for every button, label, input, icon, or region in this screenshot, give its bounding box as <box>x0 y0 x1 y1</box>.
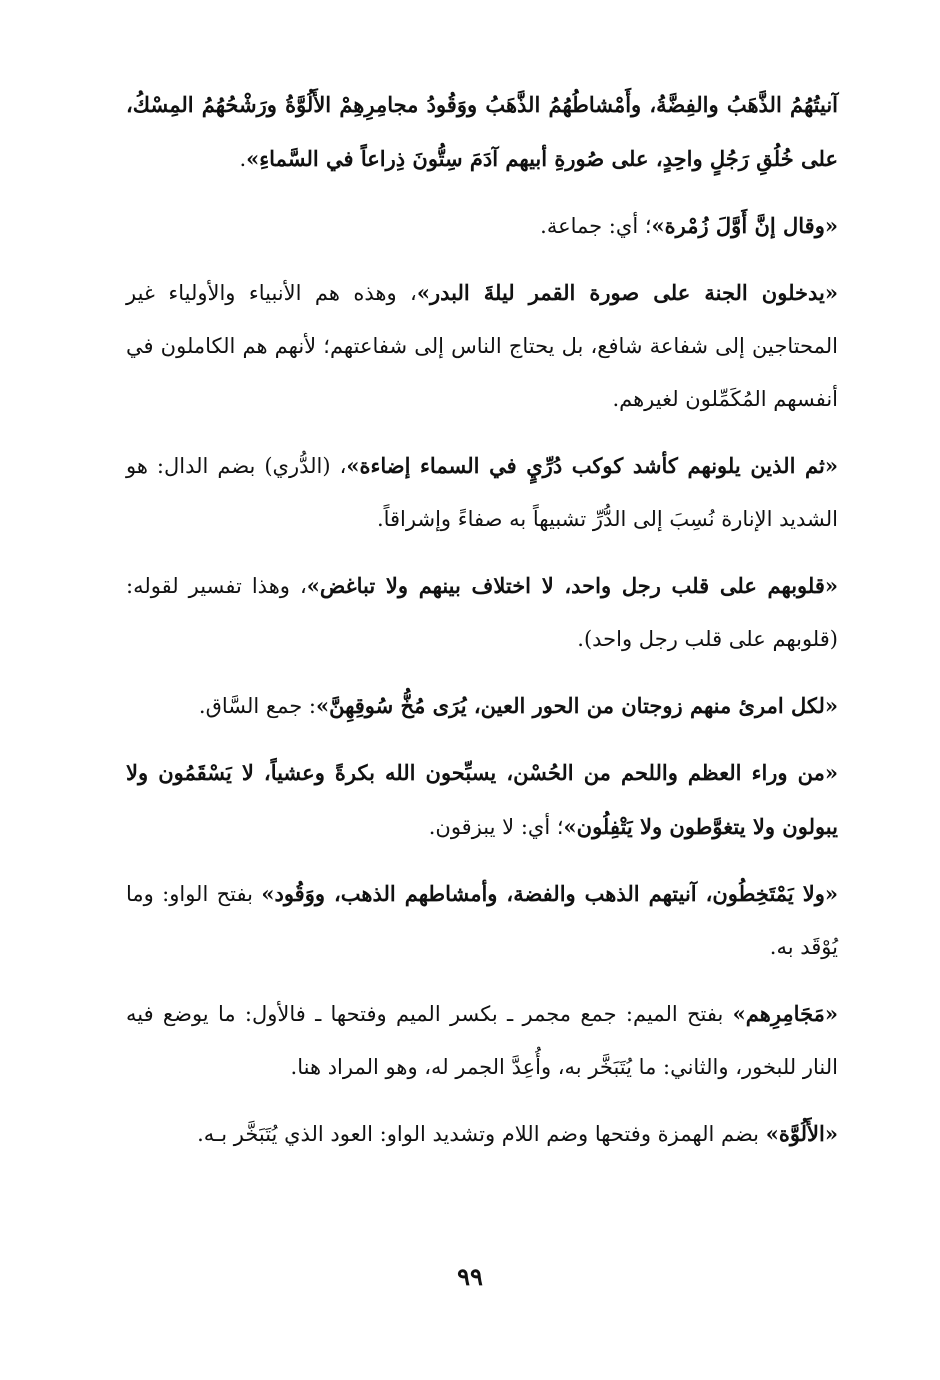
paragraph-6 <box>126 679 838 733</box>
hadith-quote: «وقال إنَّ أَوَّلَ زُمْرة» <box>651 213 838 238</box>
paragraph-8 <box>126 867 838 974</box>
hadith-quote: «قلوبهم على قلب رجل واحد، لا اختلاف بينهم ولا تباغض» <box>306 573 839 598</box>
commentary: بفتح الميم: جمع مجمر ـ بكسر الميم وفتحها ـ فالأول: ما يوضع فيه النار للبخور، والثاني: ما يُتَبَخَّر به، وأُعِدَّ الجمر له، وهو المراد هنا. <box>126 1002 838 1079</box>
hadith-quote: «ولا يَمْتَخِطُون، آنيتهم الذهب والفضة، وأمشاطهم الذهب، ووَقُود» <box>261 881 838 906</box>
commentary: ؛ أي: لا يبزقون. <box>428 815 564 839</box>
paragraph-9 <box>126 987 838 1094</box>
page-number: ٩٩ <box>457 1262 483 1291</box>
hadith-quote: «الأَلُوَّة» <box>765 1121 838 1146</box>
hadith-quote: «لكل امرئ منهم زوجتان من الحور العين، يُرَى مُخُّ سُوقِهِنَّ» <box>315 693 838 718</box>
paragraph-2 <box>126 199 838 253</box>
commentary: : جمع السَّاق. <box>198 694 316 718</box>
main-text <box>126 78 838 1174</box>
hadith-quote: «ثم الذين يلونهم كأشد كوكب دُرِّيٍ في السماء إضاءة» <box>346 453 838 478</box>
hadith-quote: آنيتُهُمُ الذَّهَبُ والفِضَّةُ، وأَمْشاطُهُمُ الذَّهَبُ ووَقُودُ مجامِرِهِمْ الأَلُوَّةُ ورَشْحُهُمُ المِسْكُ، على خُلُقِ رَجُلٍ واحِدٍ، على صُورةِ أبيهم آدَمَ سِتُّونَ ذِراعاً في السَّماءِ» <box>126 92 838 171</box>
paragraph-7 <box>126 746 838 854</box>
paragraph-3 <box>126 266 838 426</box>
paragraph-10 <box>126 1107 838 1161</box>
hadith-quote: «مَجَامِرِهم» <box>732 1001 838 1026</box>
commentary: بفتح الواو: وما يُوْقَد به. <box>126 882 838 959</box>
paragraph-5 <box>126 559 838 666</box>
commentary: بضم الهمزة وفتحها وضم اللام وتشديد الواو: العود الذي يُتَبَخَّر بـه. <box>197 1122 766 1146</box>
commentary: ؛ أي: جماعة. <box>540 214 652 238</box>
paragraph-4 <box>126 439 838 546</box>
commentary: ، وهذا تفسير لقوله: (قلوبهم على قلب رجل واحد). <box>126 574 838 651</box>
commentary: . <box>239 147 247 171</box>
hadith-quote: «من وراء العظم واللحم من الحُسْن، يسبِّحون الله بكرةً وعشياً، لا يَسْقَمُون ولا يبولون ولا يتغوَّطون ولا يَتْفِلُون» <box>126 760 838 839</box>
commentary: ، وهذه هم الأنبياء والأولياء غير المحتاجين إلى شفاعة شافع، بل يحتاج الناس إلى شفاعتهم؛ لأنهم هم الكاملون في أنفسهم المُكَمِّلون لغيرهم. <box>126 281 838 411</box>
hadith-quote: «يدخلون الجنة على صورة القمر ليلةَ البدر» <box>416 280 838 305</box>
paragraph-1 <box>126 78 838 186</box>
commentary: ، (الدُّري) بضم الدال: هو الشديد الإنارة نُسِبَ إلى الدُّرِّ تشبيهاً به صفاءً وإشراقاً. <box>126 454 838 531</box>
